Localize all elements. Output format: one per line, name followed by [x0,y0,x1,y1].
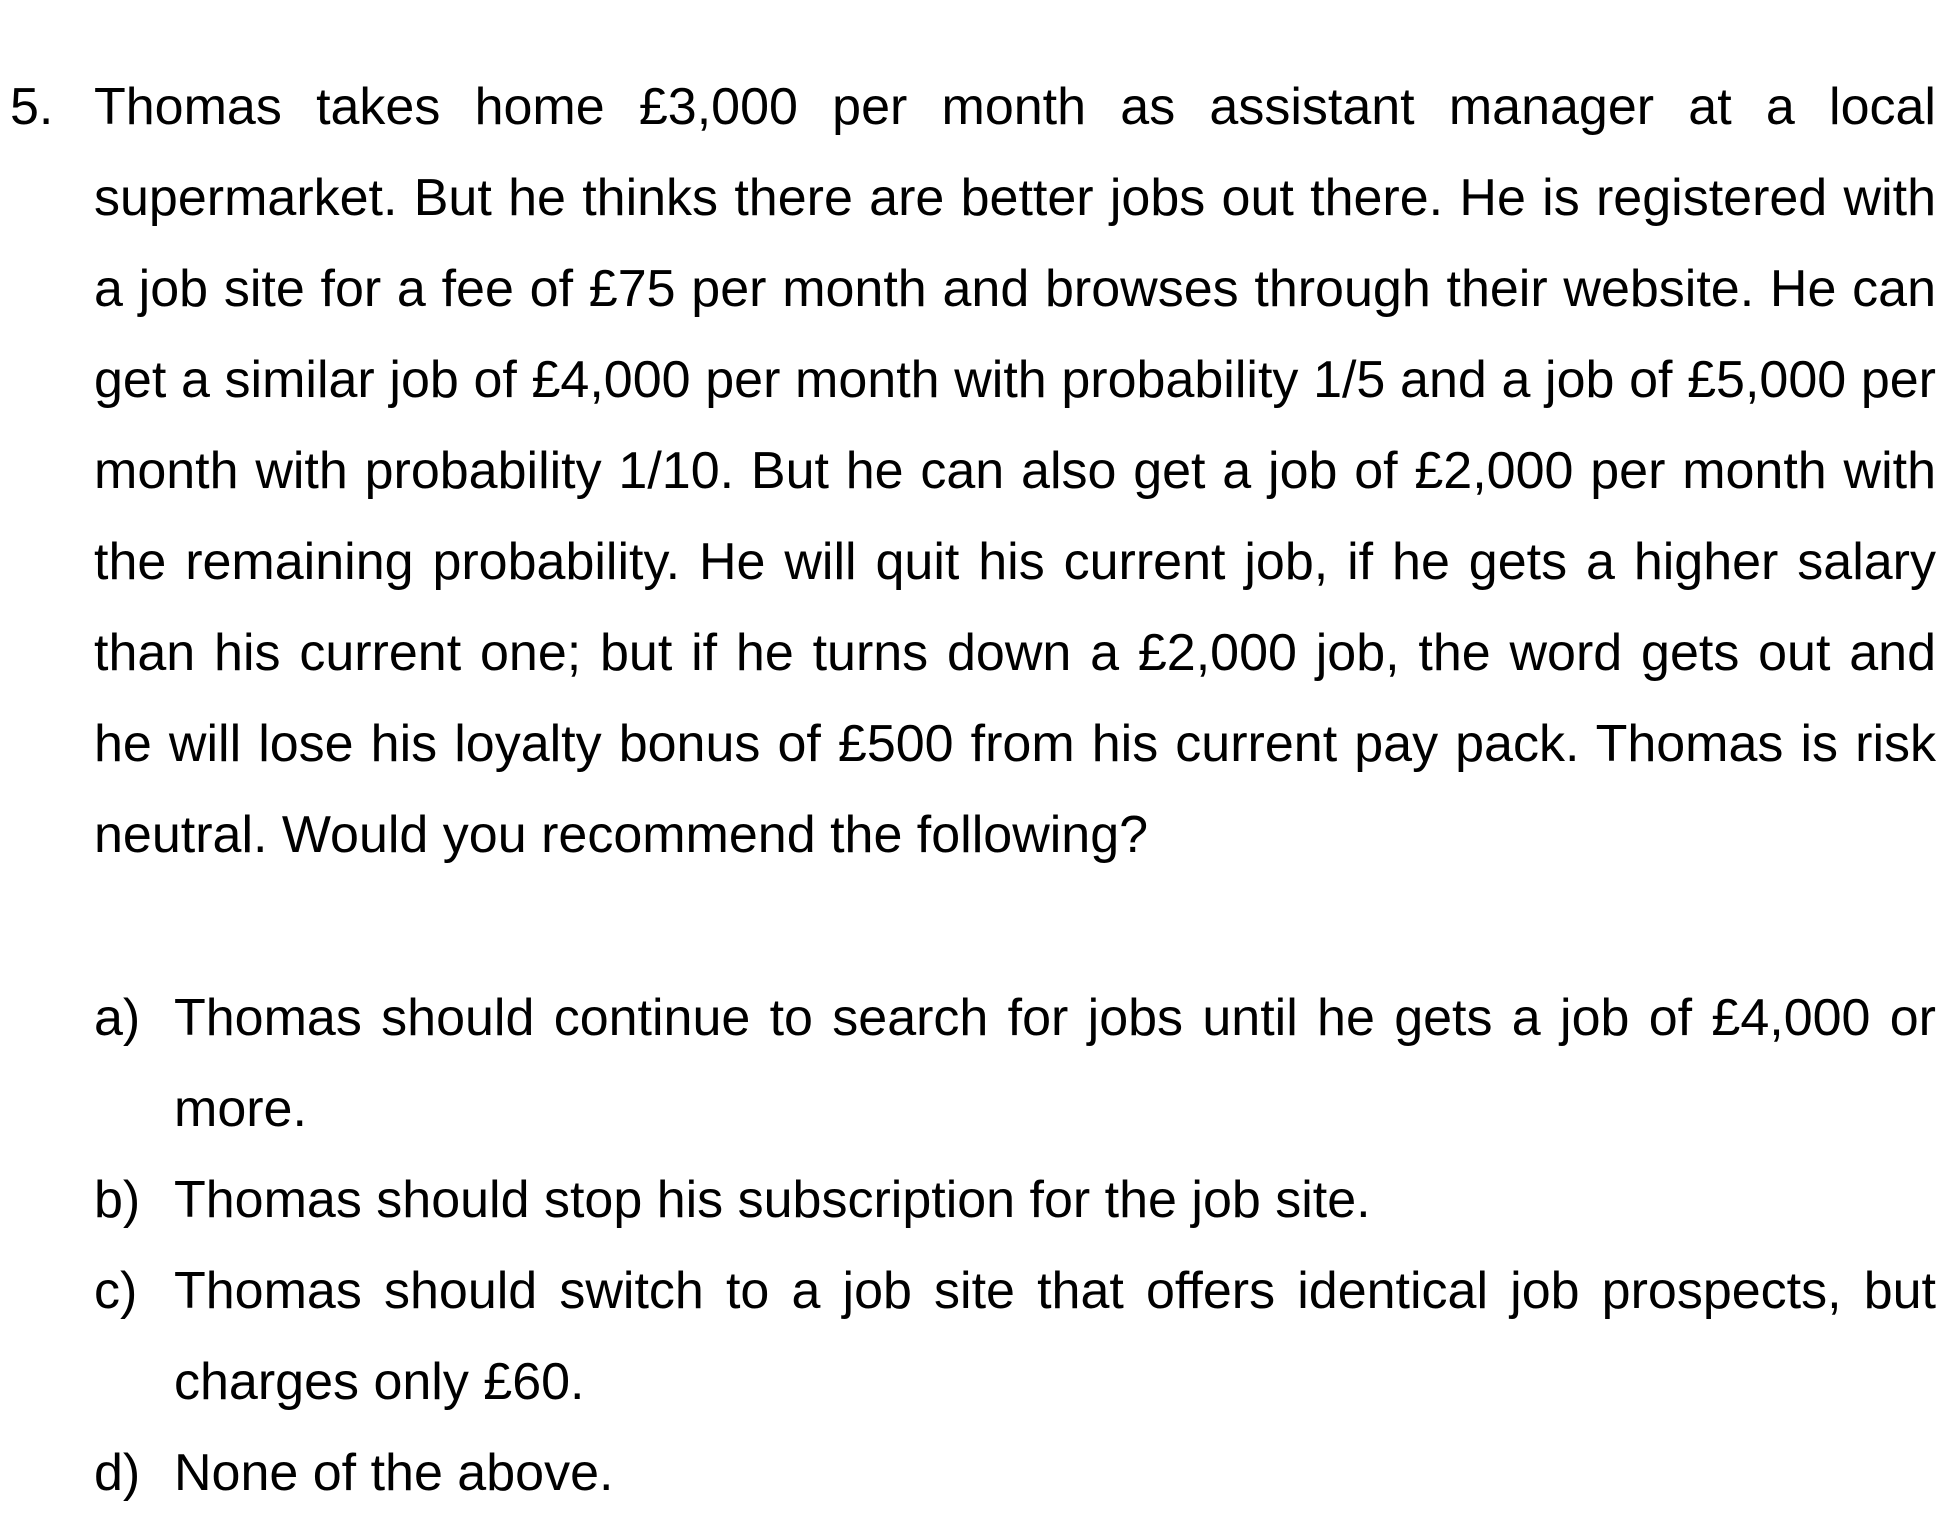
question-block [10,62,1936,881]
option-text: Thomas should stop his subscription for the job site. [174,1171,1371,1229]
question-text: Thomas takes home £3,000 per month as assistant manager at a local supermarket. But he thinks there are better jobs out there. He is registered with a job site for a fee of £75 per month and browses through their website. He can get a similar job of £4,000 per month with probability 1/5 and a job of £5,000 per month with probability 1/10. But he can also get a job of £2,000 per month with the remaining probability. He will quit his current job, if he gets a higher salary than his current one; but if he turns down a £2,000 job, the word gets out and he will lose his loyalty bonus of £500 from his current pay pack. Thomas is risk neutral. Would you recommend the following? [94,78,1936,864]
option-text: None of the above. [174,1444,614,1502]
option-label: b) [94,1171,141,1229]
option-d [94,1428,1936,1519]
question-number: 5. [10,78,54,136]
option-text: Thomas should continue to search for jobs until he gets a job of £4,000 or more. [174,989,1936,1138]
option-c [94,1246,1936,1428]
option-label: c) [94,1262,138,1320]
option-text: Thomas should switch to a job site that offers identical job prospects, but charges only £60. [174,1262,1936,1411]
answer-options [94,973,1936,1519]
option-a [94,973,1936,1155]
option-label: d) [94,1444,141,1502]
option-label: a) [94,989,141,1047]
option-b [94,1155,1936,1246]
